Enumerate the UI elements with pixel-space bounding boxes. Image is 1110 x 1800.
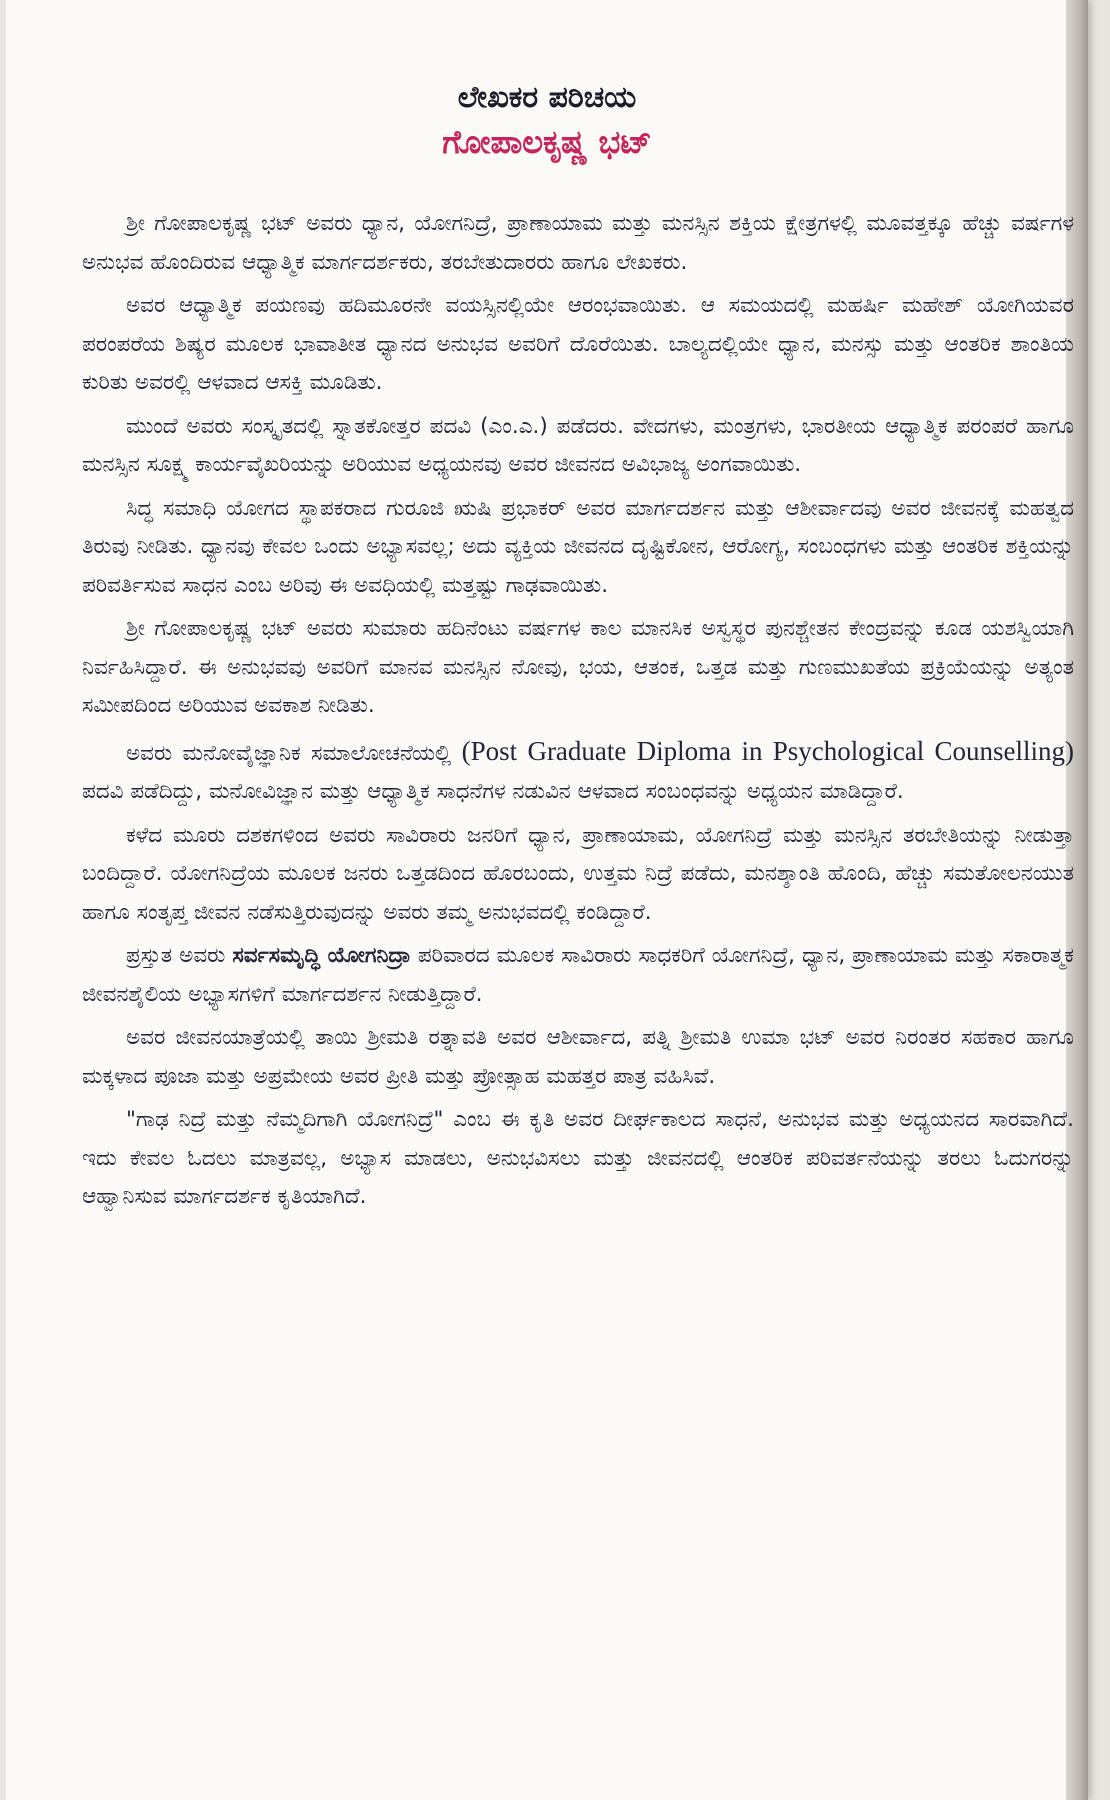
paragraph-6-part-2: ಪದವಿ ಪಡೆದಿದ್ದು, ಮನೋವಿಜ್ಞಾನ ಮತ್ತು ಆಧ್ಯಾತ್ಮಿಕ ಸಾಧನೆಗಳ ನಡುವಿನ ಆಳವಾದ ಸಂಬಂಧವನ್ನು ಅಧ್ಯಯನ ಮಾಡಿದ್ದಾರೆ. (82, 779, 904, 804)
paragraph-8 (82, 937, 1074, 1014)
paragraph-6-english-text: (Post Graduate Diploma in Psychological Counselling) (461, 735, 1074, 766)
page-heading: ಲೇಖಕರ ಪರಿಚಯ (457, 80, 637, 115)
biography-text (82, 205, 1074, 1217)
paragraph-6 (82, 732, 1074, 812)
paragraph-9: ಅವರ ಜೀವನಯಾತ್ರೆಯಲ್ಲಿ ತಾಯಿ ಶ್ರೀಮತಿ ರತ್ನಾವತಿ ಅವರ ಆಶೀರ್ವಾದ, ಪತ್ನಿ ಶ್ರೀಮತಿ ಉಮಾ ಭಟ್ ಅವರ ನಿರಂತರ ಸಹಕಾರ ಹಾಗೂ ಮಕ್ಕಳಾದ ಪೂಜಾ ಮತ್ತು ಅಪ್ರಮೇಯ ಅವರ ಪ್ರೀತಿ ಮತ್ತು ಪ್ರೋತ್ಸಾಹ ಮಹತ್ತರ ಪಾತ್ರ ವಹಿಸಿವೆ. (82, 1025, 1074, 1089)
paragraph-8-part-2: ಪರಿವಾರದ ಮೂಲಕ ಸಾವಿರಾರು ಸಾಧಕರಿಗೆ ಯೋಗನಿದ್ರೆ, ಧ್ಯಾನ, ಪ್ರಾಣಾಯಾಮ ಮತ್ತು ಸಕಾರಾತ್ಮಕ ಜೀವನಶೈಲಿಯ ಅಭ್ಯಾಸಗಳಿಗೆ ಮಾರ್ಗದರ್ಶನ ನೀಡುತ್ತಿದ್ದಾರೆ. (82, 943, 1074, 1007)
author-name: ಗೋಪಾಲಕೃಷ್ಣ ಭಟ್ (442, 123, 652, 161)
paragraph-3: ಮುಂದೆ ಅವರು ಸಂಸ್ಕೃತದಲ್ಲಿ ಸ್ನಾತಕೋತ್ತರ ಪದವಿ (ಎಂ.ಎ.) ಪಡೆದರು. ವೇದಗಳು, ಮಂತ್ರಗಳು, ಭಾರತೀಯ ಆಧ್ಯಾತ್ಮಿಕ ಪರಂಪರೆ ಹಾಗೂ ಮನಸ್ಸಿನ ಸೂಕ್ಷ್ಮ ಕಾರ್ಯವೈಖರಿಯನ್ನು ಅರಿಯುವ ಅಧ್ಯಯನವು ಅವರ ಜೀವನದ ಅವಿಭಾಜ್ಯ ಅಂಗವಾಯಿತು. (82, 413, 1074, 477)
paragraph-8-bold-text: ಸರ್ವಸಮೃದ್ಧಿ ಯೋಗನಿದ್ರಾ (232, 943, 411, 968)
book-page (6, 0, 1088, 1800)
paragraph-6-part-1: ಅವರು ಮನೋವೈಜ್ಞಾನಿಕ ಸಮಾಲೋಚನೆಯಲ್ಲಿ (126, 740, 462, 766)
paragraph-7: ಕಳೆದ ಮೂರು ದಶಕಗಳಿಂದ ಅವರು ಸಾವಿರಾರು ಜನರಿಗೆ ಧ್ಯಾನ, ಪ್ರಾಣಾಯಾಮ, ಯೋಗನಿದ್ರೆ ಮತ್ತು ಮನಸ್ಸಿನ ತರಬೇತಿಯನ್ನು ನೀಡುತ್ತಾ ಬಂದಿದ್ದಾರೆ. ಯೋಗನಿದ್ರೆಯ ಮೂಲಕ ಜನರು ಒತ್ತಡದಿಂದ ಹೊರಬಂದು, ಉತ್ತಮ ನಿದ್ರೆ ಪಡೆದು, ಮನಶ್ಶಾಂತಿ ಹೊಂದಿ, ಹೆಚ್ಚು ಸಮತೋಲನಯುತ ಹಾಗೂ ಸಂತೃಪ್ತ ಜೀವನ ನಡೆಸುತ್ತಿರುವುದನ್ನು ಅವರು ತಮ್ಮ ಅನುಭವದಲ್ಲಿ ಕಂಡಿದ್ದಾರೆ. (82, 822, 1074, 925)
paragraph-8-part-1: ಪ್ರಸ್ತುತ ಅವರು (126, 943, 233, 968)
page-header (6, 78, 1088, 164)
paragraph-1: ಶ್ರೀ ಗೋಪಾಲಕೃಷ್ಣ ಭಟ್ ಅವರು ಧ್ಯಾನ, ಯೋಗನಿದ್ರೆ, ಪ್ರಾಣಾಯಾಮ ಮತ್ತು ಮನಸ್ಸಿನ ಶಕ್ತಿಯ ಕ್ಷೇತ್ರಗಳಲ್ಲಿ ಮೂವತ್ತಕ್ಕೂ ಹೆಚ್ಚು ವರ್ಷಗಳ ಅನುಭವ ಹೊಂದಿರುವ ಆಧ್ಯಾತ್ಮಿಕ ಮಾರ್ಗದರ್ಶಕರು, ತರಬೇತುದಾರರು ಹಾಗೂ ಲೇಖಕರು. (82, 211, 1074, 275)
paragraph-4: ಸಿದ್ಧ ಸಮಾಧಿ ಯೋಗದ ಸ್ಥಾಪಕರಾದ ಗುರೂಜಿ ಋಷಿ ಪ್ರಭಾಕರ್ ಅವರ ಮಾರ್ಗದರ್ಶನ ಮತ್ತು ಆಶೀರ್ವಾದವು ಅವರ ಜೀವನಕ್ಕೆ ಮಹತ್ವದ ತಿರುವು ನೀಡಿತು. ಧ್ಯಾನವು ಕೇವಲ ಒಂದು ಅಭ್ಯಾಸವಲ್ಲ; ಅದು ವ್ಯಕ್ತಿಯ ಜೀವನದ ದೃಷ್ಟಿಕೋನ, ಆರೋಗ್ಯ, ಸಂಬಂಧಗಳು ಮತ್ತು ಆಂತರಿಕ ಶಕ್ತಿಯನ್ನು ಪರಿವರ್ತಿಸುವ ಸಾಧನ ಎಂಬ ಅರಿವು ಈ ಅವಧಿಯಲ್ಲಿ ಮತ್ತಷ್ಟು ಗಾಢವಾಯಿತು. (82, 495, 1074, 598)
paragraph-10: "ಗಾಢ ನಿದ್ರೆ ಮತ್ತು ನೆಮ್ಮದಿಗಾಗಿ ಯೋಗನಿದ್ರೆ" ಎಂಬ ಈ ಕೃತಿ ಅವರ ದೀರ್ಘಕಾಲದ ಸಾಧನೆ, ಅನುಭವ ಮತ್ತು ಅಧ್ಯಯನದ ಸಾರವಾಗಿದೆ. ಇದು ಕೇವಲ ಓದಲು ಮಾತ್ರವಲ್ಲ, ಅಭ್ಯಾಸ ಮಾಡಲು, ಅನುಭವಿಸಲು ಮತ್ತು ಜೀವನದಲ್ಲಿ ಆಂತರಿಕ ಪರಿವರ್ತನೆಯನ್ನು ತರಲು ಓದುಗರನ್ನು ಆಹ್ವಾನಿಸುವ ಮಾರ್ಗದರ್ಶಕ ಕೃತಿಯಾಗಿದೆ. (82, 1107, 1074, 1209)
paragraph-2: ಅವರ ಆಧ್ಯಾತ್ಮಿಕ ಪಯಣವು ಹದಿಮೂರನೇ ವಯಸ್ಸಿನಲ್ಲಿಯೇ ಆರಂಭವಾಯಿತು. ಆ ಸಮಯದಲ್ಲಿ ಮಹರ್ಷಿ ಮಹೇಶ್ ಯೋಗಿಯವರ ಪರಂಪರೆಯ ಶಿಷ್ಯರ ಮೂಲಕ ಭಾವಾತೀತ ಧ್ಯಾನದ ಅನುಭವ ಅವರಿಗೆ ದೊರೆಯಿತು. ಬಾಲ್ಯದಲ್ಲಿಯೇ ಧ್ಯಾನ, ಮನಸ್ಸು ಮತ್ತು ಆಂತರಿಕ ಶಾಂತಿಯ ಕುರಿತು ಅವರಲ್ಲಿ ಆಳವಾದ ಆಸಕ್ತಿ ಮೂಡಿತು. (82, 293, 1074, 395)
paragraph-5: ಶ್ರೀ ಗೋಪಾಲಕೃಷ್ಣ ಭಟ್ ಅವರು ಸುಮಾರು ಹದಿನೆಂಟು ವರ್ಷಗಳ ಕಾಲ ಮಾನಸಿಕ ಅಸ್ವಸ್ಥರ ಪುನಶ್ಚೇತನ ಕೇಂದ್ರವನ್ನು ಕೂಡ ಯಶಸ್ವಿಯಾಗಿ ನಿರ್ವಹಿಸಿದ್ದಾರೆ. ಈ ಅನುಭವವು ಅವರಿಗೆ ಮಾನವ ಮನಸ್ಸಿನ ನೋವು, ಭಯ, ಆತಂಕ, ಒತ್ತಡ ಮತ್ತು ಗುಣಮುಖತೆಯ ಪ್ರಕ್ರಿಯೆಯನ್ನು ಅತ್ಯಂತ ಸಮೀಪದಿಂದ ಅರಿಯುವ ಅವಕಾಶ ನೀಡಿತು. (82, 616, 1074, 718)
